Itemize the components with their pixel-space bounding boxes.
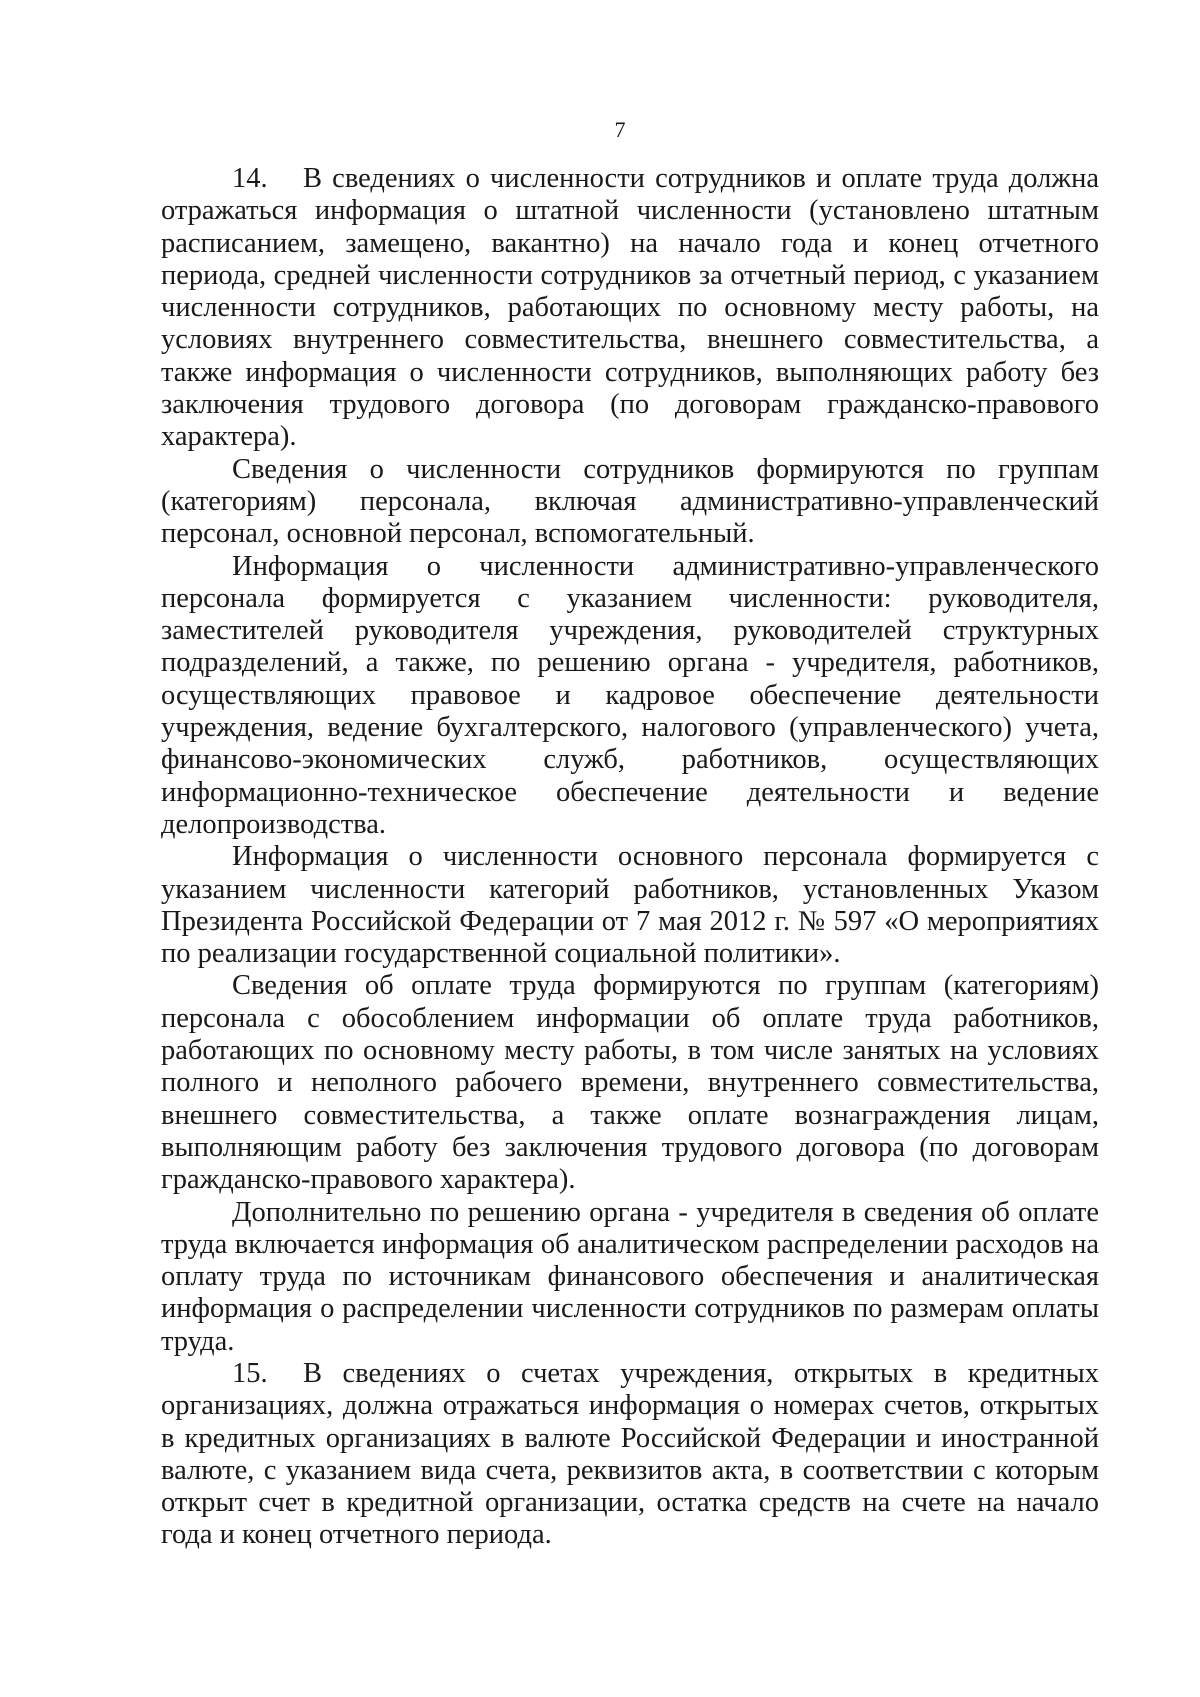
section-number: 15. (232, 1357, 268, 1389)
paragraph-text: Дополнительно по решению органа - учредителя в сведения об оплате труда включается информация об аналитическом распределении расходов на оплату труда по источникам финансового обеспечения и аналитическая информация о распределении численности сотрудников по размерам оплаты труда. (161, 1196, 1099, 1357)
paragraph (161, 551, 1099, 842)
document-body (161, 163, 1099, 1552)
paragraph-14 (161, 163, 1099, 454)
paragraph-text: Сведения о численности сотрудников формируются по группам (категориям) персонала, включая административно-управленческий персонал, основной персонал, вспомогательный. (161, 453, 1099, 550)
paragraph (161, 1197, 1099, 1358)
paragraph-text: Информация о численности основного персонала формируется с указанием численности категорий работников, установленных Указом Президента Российской Федерации от 7 мая 2012 г. № 597 «О мероприятиях по реализации государственной социальной политики». (161, 841, 1099, 970)
paragraph (161, 970, 1099, 1196)
paragraph-text: Информация о численности административно-управленческого персонала формируется с указанием численности: руководителя, заместителей руководителя учреждения, руководителей структурных подразделений, а также, по решению органа - учредителя, работников, осуществляющих правовое и кадровое обеспечение деятельности учреждения, ведение бухгалтерского, налогового (управленческого) учета, финансово-экономических служб, работников, осуществляющих информационно-техническое обеспечение деятельности и ведение делопроизводства. (161, 550, 1099, 840)
paragraph-text: Сведения об оплате труда формируются по группам (категориям) персонала с обособлением информации об оплате труда работников, работающих по основному месту работы, в том числе занятых на условиях полного и неполного рабочего времени, внутреннего совместительства, внешнего совместительства, а также оплате вознаграждения лицам, выполняющим работу без заключения трудового договора (по договорам гражданско-правового характера). (161, 970, 1099, 1196)
page-number: 7 (614, 117, 626, 142)
paragraph-15 (161, 1358, 1099, 1552)
paragraph-text: В сведениях о счетах учреждения, открытых в кредитных организациях, должна отражаться информация о номерах счетов, открытых в кредитных организациях в валюте Российской Федерации и иностранной валюте, с указанием вида счета, реквизитов акта, в соответствии с которым открыт счет в кредитной организации, остатка средств на счете на начало года и конец отчетного периода. (161, 1357, 1099, 1551)
section-number: 14. (232, 163, 268, 194)
paragraph (161, 454, 1099, 551)
paragraph (161, 841, 1099, 970)
paragraph-text: В сведениях о численности сотрудников и оплате труда должна отражаться информация о штатной численности (установлено штатным расписанием, замещено, вакантно) на начало года и конец отчетного периода, средней численности сотрудников за отчетный период, с указанием численности сотрудников, работающих по основному месту работы, на условиях внутреннего совместительства, внешнего совместительства, а также информация о численности сотрудников, выполняющих работу без заключения трудового договора (по договорам гражданско-правового характера). (161, 163, 1099, 453)
